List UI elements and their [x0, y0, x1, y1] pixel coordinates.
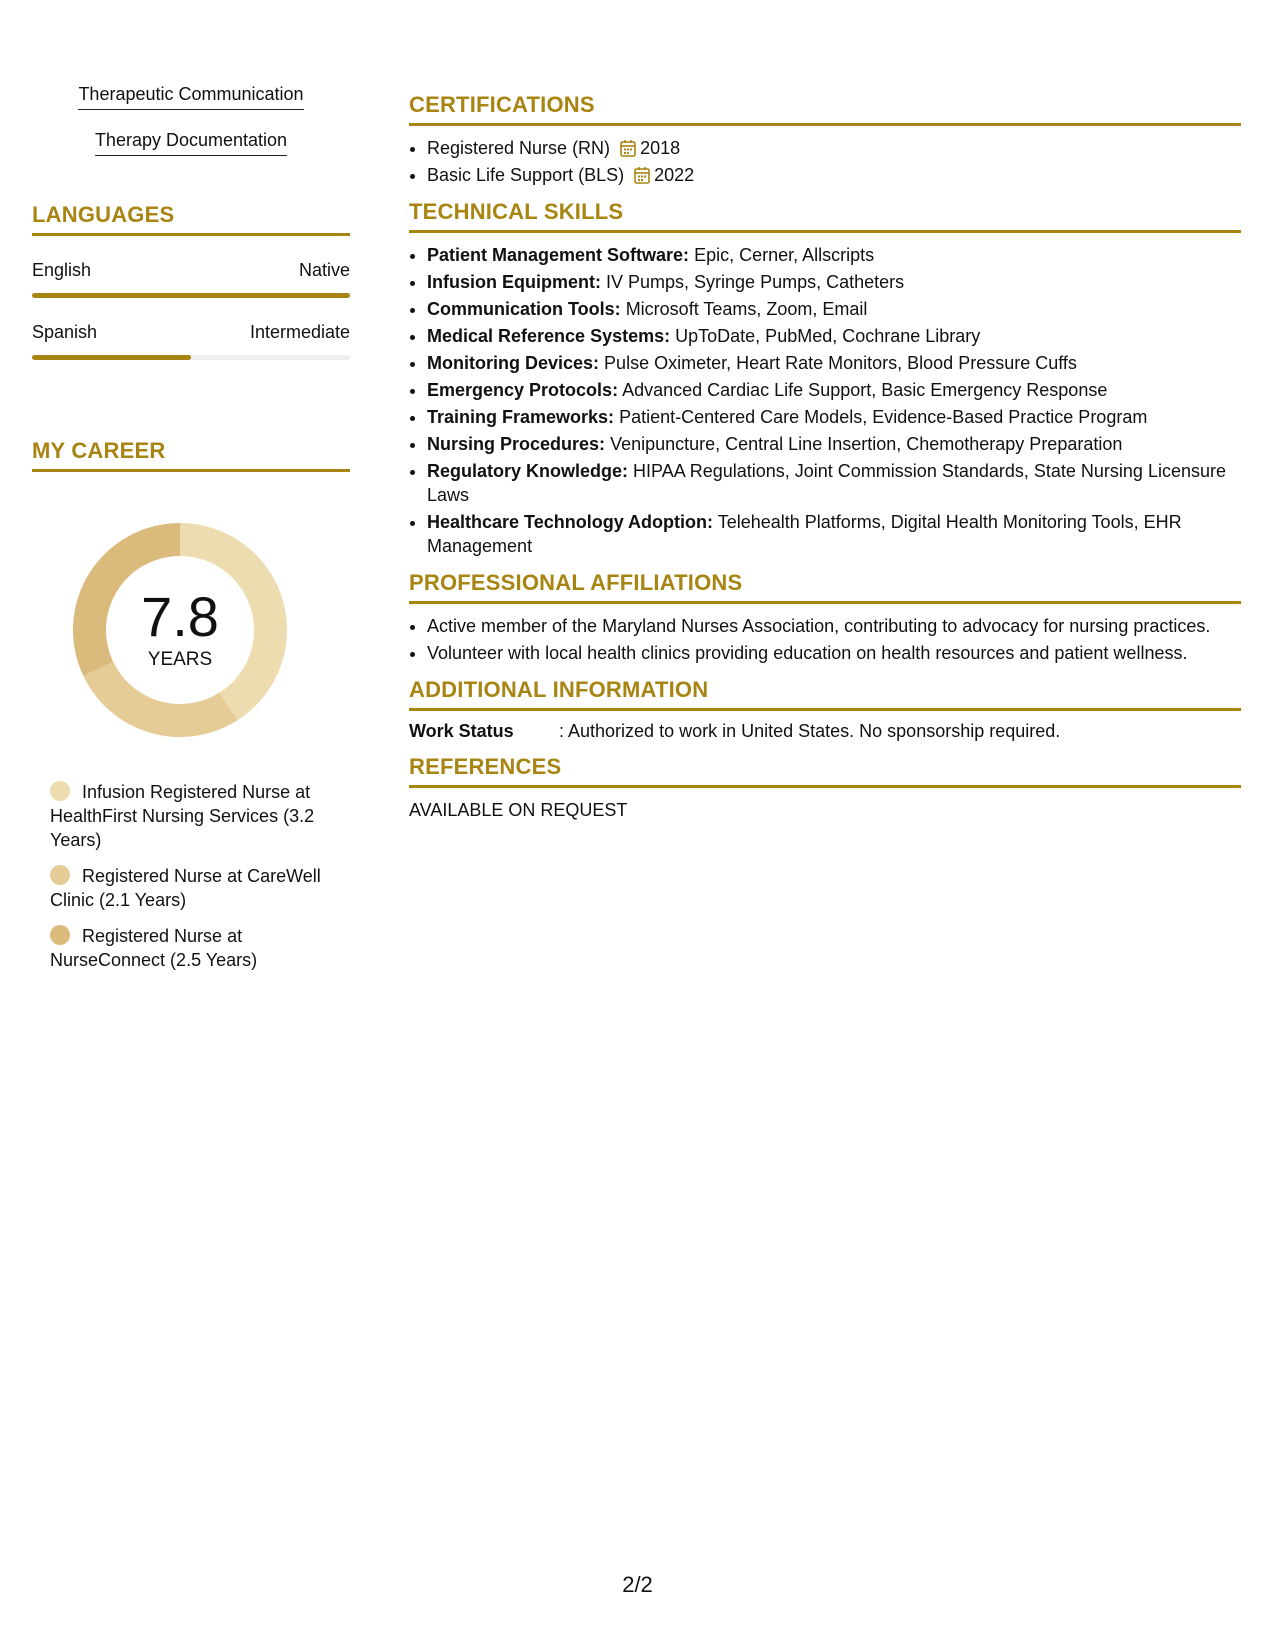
certification-item: • Registered Nurse (RN) 2018 [427, 136, 1241, 160]
technical-skill-item: • Infusion Equipment: IV Pumps, Syringe Pumps, Catheters [427, 270, 1241, 294]
technical-skill-item: • Communication Tools: Microsoft Teams, Zoom, Email [427, 297, 1241, 321]
language-level-fill [32, 355, 191, 360]
legend-dot [50, 781, 70, 801]
language-level: Native [298, 260, 350, 280]
certification-year: 2018 [640, 138, 681, 158]
section-title-career: MY CAREER [32, 438, 350, 472]
languages-section [32, 202, 350, 360]
affiliation-item: • Active member of the Maryland Nurses Association, contributing to advocacy for nursing practices. [427, 614, 1241, 638]
page-number: 2/2 [622, 1572, 653, 1597]
language-level-bar [32, 293, 350, 298]
technical-skill-item: • Patient Management Software: Epic, Cerner, Allscripts [427, 243, 1241, 267]
language-item [32, 322, 350, 360]
technical-skill-item: • Healthcare Technology Adoption: Telehealth Platforms, Digital Health Monitoring Tools, EHR Management [427, 510, 1241, 558]
career-total-years: 7.8 [141, 585, 219, 648]
affiliations-section [409, 570, 1241, 665]
technical-skill-item: • Monitoring Devices: Pulse Oximeter, Heart Rate Monitors, Blood Pressure Cuffs [427, 351, 1241, 375]
section-title-additional-info: ADDITIONAL INFORMATION [409, 677, 1241, 711]
technical-skill-item: • Medical Reference Systems: UpToDate, PubMed, Cochrane Library [427, 324, 1241, 348]
skill-tag: Therapeutic Communication [32, 84, 350, 110]
calendar-icon [634, 166, 650, 184]
technical-skill-item: • Emergency Protocols: Advanced Cardiac Life Support, Basic Emergency Response [427, 378, 1241, 402]
language-name: Spanish [32, 322, 98, 342]
certification-item: • Basic Life Support (BLS) 2022 [427, 163, 1241, 187]
technical-skill-item: • Nursing Procedures: Venipuncture, Central Line Insertion, Chemotherapy Preparation [427, 432, 1241, 456]
affiliation-item: • Volunteer with local health clinics providing education on health resources and patient wellness. [427, 641, 1241, 665]
legend-item: Registered Nurse at CareWell Clinic (2.1 Years) [50, 866, 321, 910]
right-column [409, 92, 1241, 833]
additional-info-section [409, 677, 1241, 742]
language-level: Intermediate [249, 322, 350, 342]
certification-year: 2022 [654, 165, 695, 185]
legend-dot [50, 925, 70, 945]
work-status-row [409, 721, 1241, 742]
section-title-certifications: CERTIFICATIONS [409, 92, 1241, 126]
references-text: AVAILABLE ON REQUEST [409, 800, 628, 820]
references-section [409, 754, 1241, 821]
career-legend [50, 780, 350, 972]
legend-item: Infusion Registered Nurse at HealthFirst Nursing Services (3.2 Years) [50, 782, 315, 850]
skill-tag: Therapy Documentation [32, 130, 350, 156]
technical-skill-item: • Training Frameworks: Patient-Centered Care Models, Evidence-Based Practice Program [427, 405, 1241, 429]
career-donut-chart [66, 516, 294, 744]
technical-skills-section [409, 199, 1241, 558]
left-column [32, 84, 350, 984]
technical-skill-item: • Regulatory Knowledge: HIPAA Regulations, Joint Commission Standards, State Nursing Licensure Laws [427, 459, 1241, 507]
section-title-affiliations: PROFESSIONAL AFFILIATIONS [409, 570, 1241, 604]
calendar-icon [620, 139, 636, 157]
section-title-references: REFERENCES [409, 754, 1241, 788]
language-level-fill [32, 293, 350, 298]
work-status-label: Work Status [409, 721, 514, 741]
language-level-bar [32, 355, 350, 360]
legend-dot [50, 865, 70, 885]
section-title-languages: LANGUAGES [32, 202, 350, 236]
work-status-value: : Authorized to work in United States. No sponsorship required. [559, 721, 1061, 741]
section-title-technical-skills: TECHNICAL SKILLS [409, 199, 1241, 233]
career-total-unit: YEARS [147, 649, 213, 670]
language-item [32, 260, 350, 298]
certifications-section [409, 92, 1241, 187]
career-section [32, 438, 350, 972]
legend-item: Registered Nurse at NurseConnect (2.5 Years) [50, 926, 258, 970]
language-name: English [32, 260, 92, 280]
